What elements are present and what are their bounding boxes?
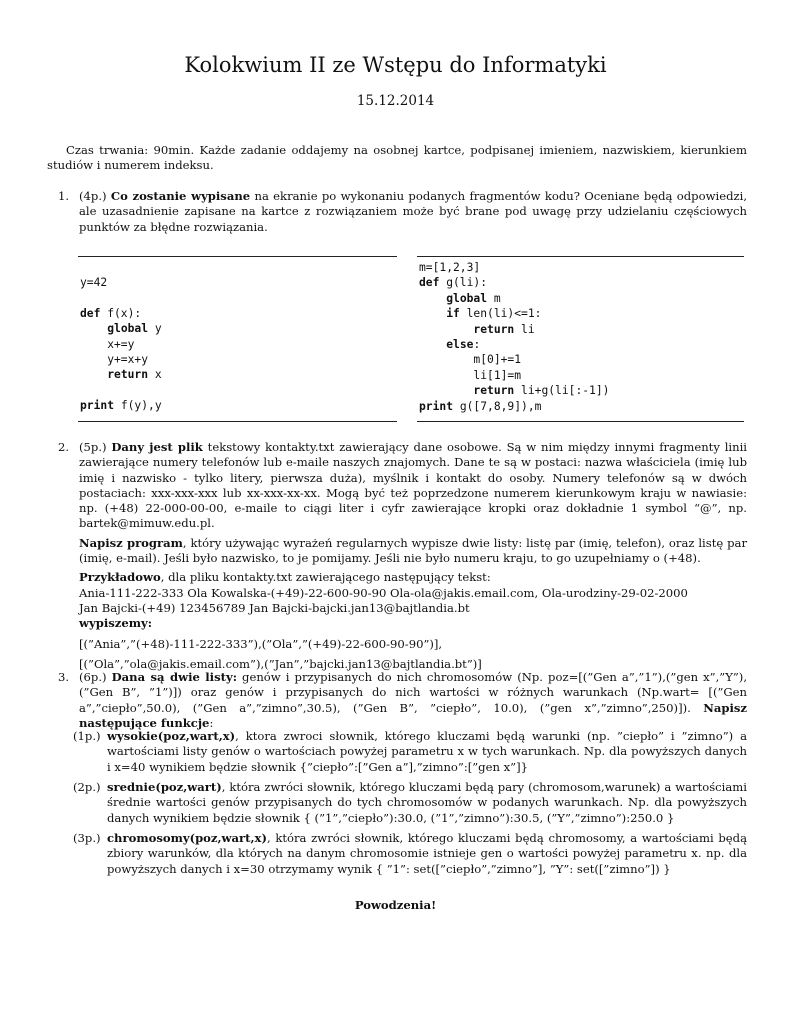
code-block-left (80, 275, 162, 414)
code-left-line (80, 290, 162, 305)
task-1-points: (4p.) (79, 189, 107, 203)
task-2-number: 2. (58, 440, 70, 454)
task-1-bold: Co zostanie wypisane (110, 189, 251, 203)
task-1-number: 1. (58, 189, 70, 203)
task-1-text: na ekranie po wykonaniu podanych fragmentów kodu? Oceniane będą odpowiedzi, ale uzasadnienie zapisane na kartce z rozwiązaniem może być brane pod uwagę przy udzielaniu częściowych punktów za błędne rozwiązania. (79, 189, 748, 234)
code-right-line: m=[1,2,3] (419, 261, 481, 274)
footer-good-luck: Powodzenia! (354, 898, 437, 912)
task-2-points: (5p.) (79, 440, 107, 454)
subtask-3-body (107, 831, 747, 877)
subtask-2-text: , która zwróci słownik, którego kluczami będą pary (chromosom,warunek) a wartościami średnie wartości genów przypisanych do tych chromosomów w podanych warunkach. Np. dla powyższych danych wynikiem będzie słownik { (”1”,”ciepło”):30.0, (”1”,”zimno”):30.5, (”Y”,”zimno”):250.0 } (107, 780, 747, 825)
task-3 (60, 670, 747, 731)
intro-paragraph: Czas trwania: 90min. Każde zadanie oddajemy na osobnej kartce, podpisanej imieniem, nazwiskiem, kierunkiem studiów i numerem indeksu. (47, 143, 747, 173)
subtask-3 (73, 831, 747, 877)
code-left-bottom-rule (78, 421, 397, 422)
subtask-1-label: (1p.) (73, 729, 101, 743)
code-right-line: return li+g(li[:-1]) (473, 384, 610, 398)
task-3-bold-functions: Napisz następujące funkcje (79, 700, 747, 730)
subtask-1-body (107, 729, 747, 775)
task-2-body (79, 440, 747, 672)
code-left-line: return x (107, 368, 162, 382)
task-2-output-2: [(”Ola”,”ola@jakis.email.com”),(”Jan”,”bajcki.jan13@bajtlandia.bt”)] (79, 656, 482, 671)
code-left-line: y+=x+y (80, 353, 149, 367)
code-left-line: global y (107, 322, 162, 336)
subtask-3-text: , która zwróci słownik, którego kluczami będą chromosomy, a wartościami będą zbiory warunków, dla których na danym chromosomie istnieje gen o wartości powyżej parametru x. np. dla powyższych danych i x=30 otrzymamy wynik { ”1”: set([”ciepło”,”zimno”], ”Y”: set([”zimno”]) } (107, 831, 747, 876)
task-1 (60, 189, 747, 235)
code-right-line: li[1]=m (419, 368, 522, 382)
code-left-line: y=42 (80, 276, 108, 289)
code-right-line: else: (446, 338, 481, 352)
subtask-1-bold: wysokie(poz,wart,x) (107, 729, 236, 743)
subtask-1-text: , ktora zwroci słownik, którego kluczami będą warunki (np. ”ciepło” i ”zimno”) a wartościami listy genów o wartościach powyżej parametru x w tych warunkach. Np. dla powyższych danych i x=40 wynikiem będzie słownik {”ciepło”:[”Gen a”],”zimno”:[”gen x”]} (107, 729, 747, 774)
subtask-1 (73, 729, 747, 775)
subtask-2-bold: srednie(poz,wart) (107, 780, 222, 794)
code-left-line: print f(y),y (80, 399, 162, 413)
subtask-2-label: (2p.) (73, 780, 101, 794)
task-3-points: (6p.) (79, 670, 107, 684)
code-left-line: def f(x): (80, 306, 142, 320)
code-block-right (419, 260, 609, 414)
code-right-top-rule (417, 256, 744, 257)
task-3-text: genów i przypisanych do nich chromosomów (Np. poz=[(”Gen a”,”1”),(”gen x”,”Y”), (”Gen B”, ”1”)]) oraz genów i przypisanych do nich wartości w różnych warunkach (Np.wart= [(”Gen a”,”ciepło”,50.0), (”Gen a”,”zimno”,30.5), (”Gen B”, ”ciepło”, 10.0), (”gen x”,”zimno”,250)]). (79, 670, 748, 715)
task-2-output-1: [(”Ania”,”(+48)-111-222-333”),(”Ola”,”(+49)-22-600-90-90”)], (79, 636, 443, 651)
task-1-body (79, 189, 747, 235)
task-2-text-program: , który używając wyrażeń regularnych wypisze dwie listy: listę par (imię, telefon), oraz listę par (imię, e-mail). Jeśli było nazwisko, to je pomijamy. Jeśli nie było numeru kraju, to go uzupełniamy o (+48). (79, 535, 747, 566)
code-left-line (80, 383, 162, 398)
code-left-top-rule (78, 256, 397, 257)
task-2-example-line-2: Jan Bajcki-(+49) 123456789 Jan Bajcki-bajcki.jan13@bajtlandia.bt (79, 600, 470, 615)
code-right-line: m[0]+=1 (419, 353, 522, 367)
code-right-line: def g(li): (419, 276, 488, 290)
task-2-bold-example: Przykładowo (79, 570, 161, 585)
code-right-line: if len(li)<=1: (446, 307, 542, 321)
task-2-text: tekstowy kontakty.txt zawierający dane osobowe. Są w nim między innymi fragmenty linii zawierające numery telefonów lub e-maile naszych znajomych. Dane te są w postaci: nazwa właściciela (imię lub imię i nazwisko - tylko litery, pierwsza duża), myślnik i kontakt do osoby. Numery telefonów są w dwóch postaciach: xxx-xxx-xxx lub xx-xxx-xx-xx. Mogą być też poprzedzone numerem kierunkowym kraju w nawiasie: np. (+48) 22-000-00-00, e-maile to ciągi liter i cyfr zawierające kropki oraz dokładnie 1 symbol “@”, np. bartek@mimuw.edu.pl. (79, 440, 748, 531)
subtask-2 (73, 780, 747, 826)
task-3-number: 3. (58, 670, 70, 684)
task-3-bold: Dana są dwie listy: (111, 670, 237, 684)
subtask-3-bold: chromosomy(poz,wart,x) (107, 831, 267, 845)
task-3-colon: : (209, 715, 214, 730)
task-3-body (79, 670, 747, 731)
page-title: Kolokwium II ze Wstępu do Informatyki (184, 53, 607, 77)
task-2-example-line-1: Ania-111-222-333 Ola Kowalska-(+49)-22-600-90-90 Ola-ola@jakis.email.com, Ola-urodziny-29-02-2000 (79, 585, 688, 600)
task-2-text-example: , dla pliku kontakty.txt zawierającego następujący tekst: (160, 570, 491, 585)
exam-date: 15.12.2014 (356, 93, 435, 109)
task-2-bold-program: Napisz program (79, 535, 183, 550)
code-right-bottom-rule (417, 421, 744, 422)
subtask-2-body (107, 780, 747, 826)
task-2 (60, 440, 747, 672)
task-2-bold: Dany jest plik (111, 440, 203, 454)
code-right-line: print g([7,8,9]),m (419, 399, 542, 413)
code-left-line: x+=y (80, 337, 135, 351)
code-right-line: global m (446, 291, 501, 305)
subtask-3-label: (3p.) (73, 831, 101, 845)
code-right-line: return li (473, 322, 535, 336)
task-2-output-label: wypiszemy: (79, 616, 152, 631)
